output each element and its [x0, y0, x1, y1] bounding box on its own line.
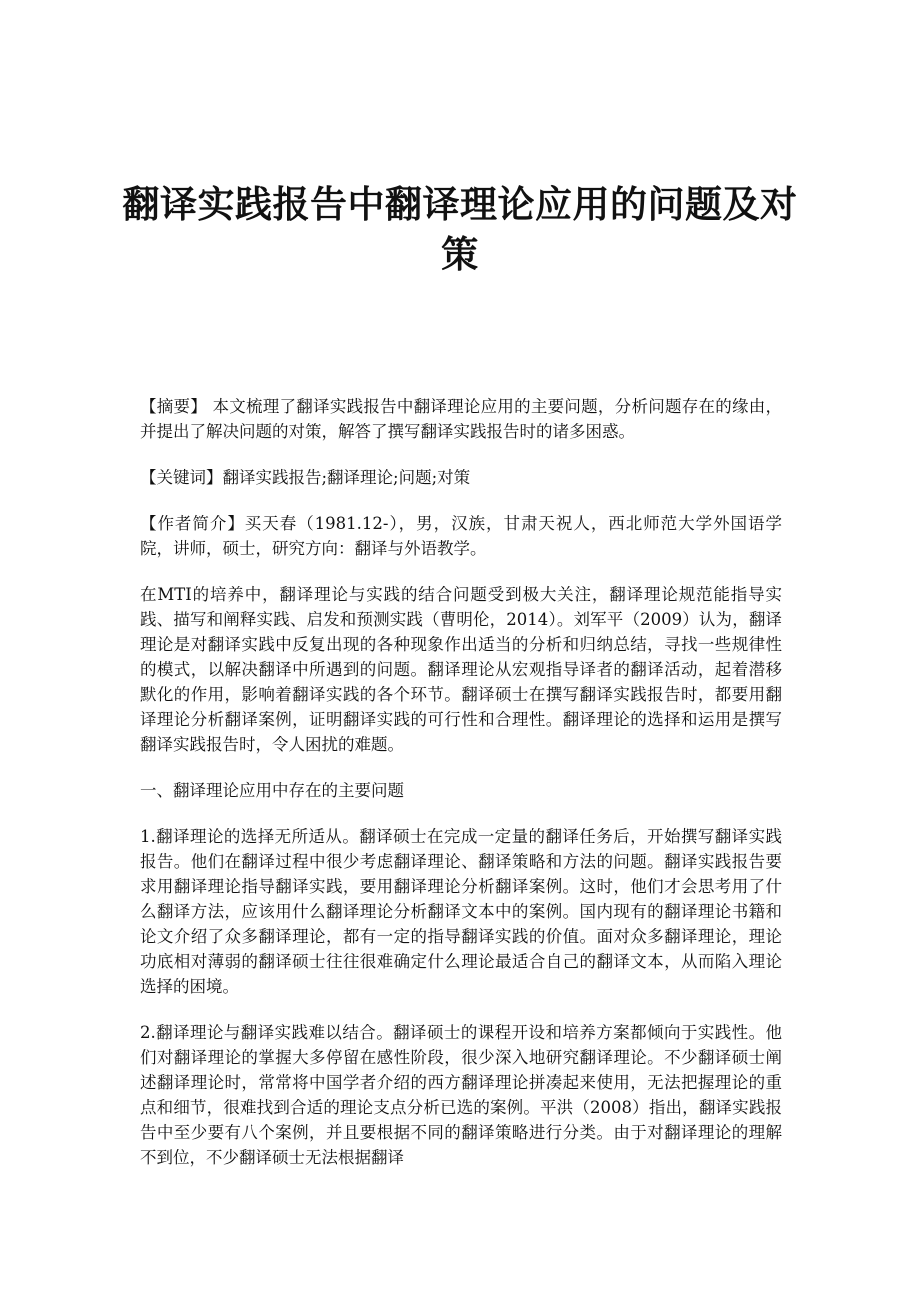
point-1-paragraph: 1.翻译理论的选择无所适从。翻译硕士在完成一定量的翻译任务后，开始撰写翻译实践报告。他们在翻译过程中很少考虑翻译理论、翻译策略和方法的问题。翻译实践报告要求用翻译理论指导翻译实践，要用翻译理论分析翻译案例。这时，他们才会思考用了什么翻译方法，应该用什么翻译理论分析翻译文本中的案例。国内现有的翻译理论书籍和论文介绍了众多翻译理论，都有一定的指导翻译实践的价值。面对众多翻译理论，理论功底相对薄弱的翻译硕士往往很难确定什么理论最适合自己的翻译文本，从而陷入理论选择的困境。 [140, 827, 782, 996]
intro-paragraph: 在MTI的培养中，翻译理论与实践的结合问题受到极大关注，翻译理论规范能指导实践、描写和阐释实践、启发和预测实践（曹明伦，2014）。刘军平（2009）认为，翻译理论是对翻译实践中反复出现的各种现象作出适当的分析和归纳总结，寻找一些规律性的模式，以解决翻译中所遇到的问题。翻译理论从宏观指导译者的翻译活动，起着潜移默化的作用，影响着翻译实践的各个环节。翻译硕士在撰写翻译实践报告时，都要用翻译理论分析翻译案例，证明翻译实践的可行性和合理性。翻译理论的选择和运用是撰写翻译实践报告时，令人困扰的难题。 [140, 585, 782, 754]
document-title: 翻译实践报告中翻译理论应用的问题及对策 [122, 183, 798, 276]
keywords-paragraph: 【关键词】翻译实践报告;翻译理论;问题;对策 [140, 468, 471, 487]
point-2-paragraph: 2.翻译理论与翻译实践难以结合。翻译硕士的课程开设和培养方案都倾向于实践性。他们对翻译理论的掌握大多停留在感性阶段，很少深入地研究翻译理论。不少翻译硕士阐述翻译理论时，常常将中国学者介绍的西方翻译理论拼凑起来使用，无法把握理论的重点和细节，很难找到合适的理论支点分析已选的案例。平洪（2008）指出，翻译实践报告中至少要有八个案例，并且要根据不同的翻译策略进行分类。由于对翻译理论的理解不到位，不少翻译硕士无法根据翻译 [140, 1023, 782, 1167]
abstract-paragraph: 【摘要】 本文梳理了翻译实践报告中翻译理论应用的主要问题，分析问题存在的缘由，并提出了解决问题的对策，解答了撰写翻译实践报告时的诸多困惑。 [140, 397, 782, 441]
section-heading: 一、翻译理论应用中存在的主要问题 [140, 781, 404, 800]
document-body [140, 394, 782, 1191]
author-bio-paragraph: 【作者简介】买天春（1981.12-），男，汉族，甘肃天祝人，西北师范大学外国语学院，讲师，硕士，研究方向：翻译与外语教学。 [140, 514, 782, 558]
